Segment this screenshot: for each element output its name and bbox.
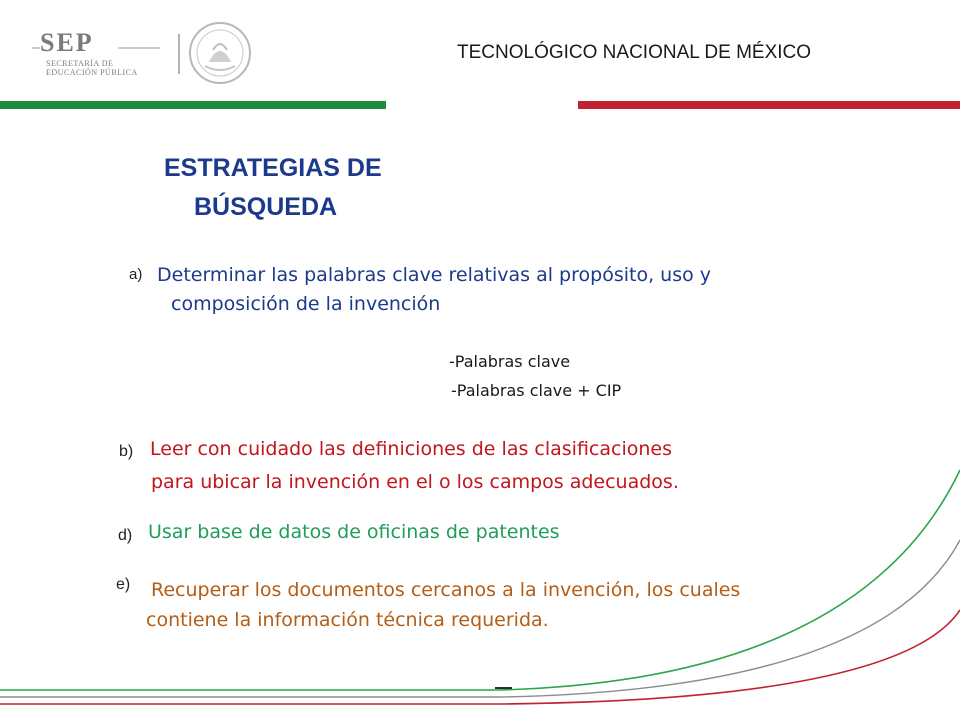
header-bar-green: [0, 101, 386, 109]
slide-title-line-1: ESTRATEGIAS DE: [164, 154, 382, 182]
item-b-text-line-1: Leer con cuidado las definiciones de las clasificaciones: [150, 438, 672, 460]
item-e-text-line-2: contiene la información técnica requerida.: [146, 609, 549, 631]
item-e-text-line-1: Recuperar los documentos cercanos a la invención, los cuales: [151, 579, 741, 601]
item-a-marker: a): [129, 266, 143, 283]
sep-logo-word: SEP: [40, 28, 94, 57]
item-a-sub-keywords: -Palabras clave: [449, 352, 571, 371]
item-b-text-line-2: para ubicar la invención en el o los campos adecuados.: [151, 471, 679, 493]
sep-logo-subtitle-2: EDUCACIÓN PÚBLICA: [46, 68, 138, 77]
item-a-sub-keywords-cip: -Palabras clave + CIP: [451, 381, 622, 400]
item-a-text-line-2: composición de la invención: [171, 293, 441, 315]
item-b-marker: b): [119, 443, 134, 460]
header-title: TECNOLÓGICO NACIONAL DE MÉXICO: [457, 42, 812, 63]
item-d-text: Usar base de datos de oficinas de patentes: [148, 521, 560, 543]
item-a-text-line-1: Determinar las palabras clave relativas al propósito, uso y: [157, 264, 712, 286]
sep-logo-subtitle-1: SECRETARÍA DE: [46, 59, 114, 68]
national-seal-icon: [187, 20, 253, 86]
logo-divider: [178, 34, 180, 74]
item-d-marker: d): [118, 527, 133, 544]
item-e-marker: e): [116, 576, 131, 593]
header-bar-red: [578, 101, 960, 109]
slide-title-line-2: BÚSQUEDA: [194, 193, 338, 221]
